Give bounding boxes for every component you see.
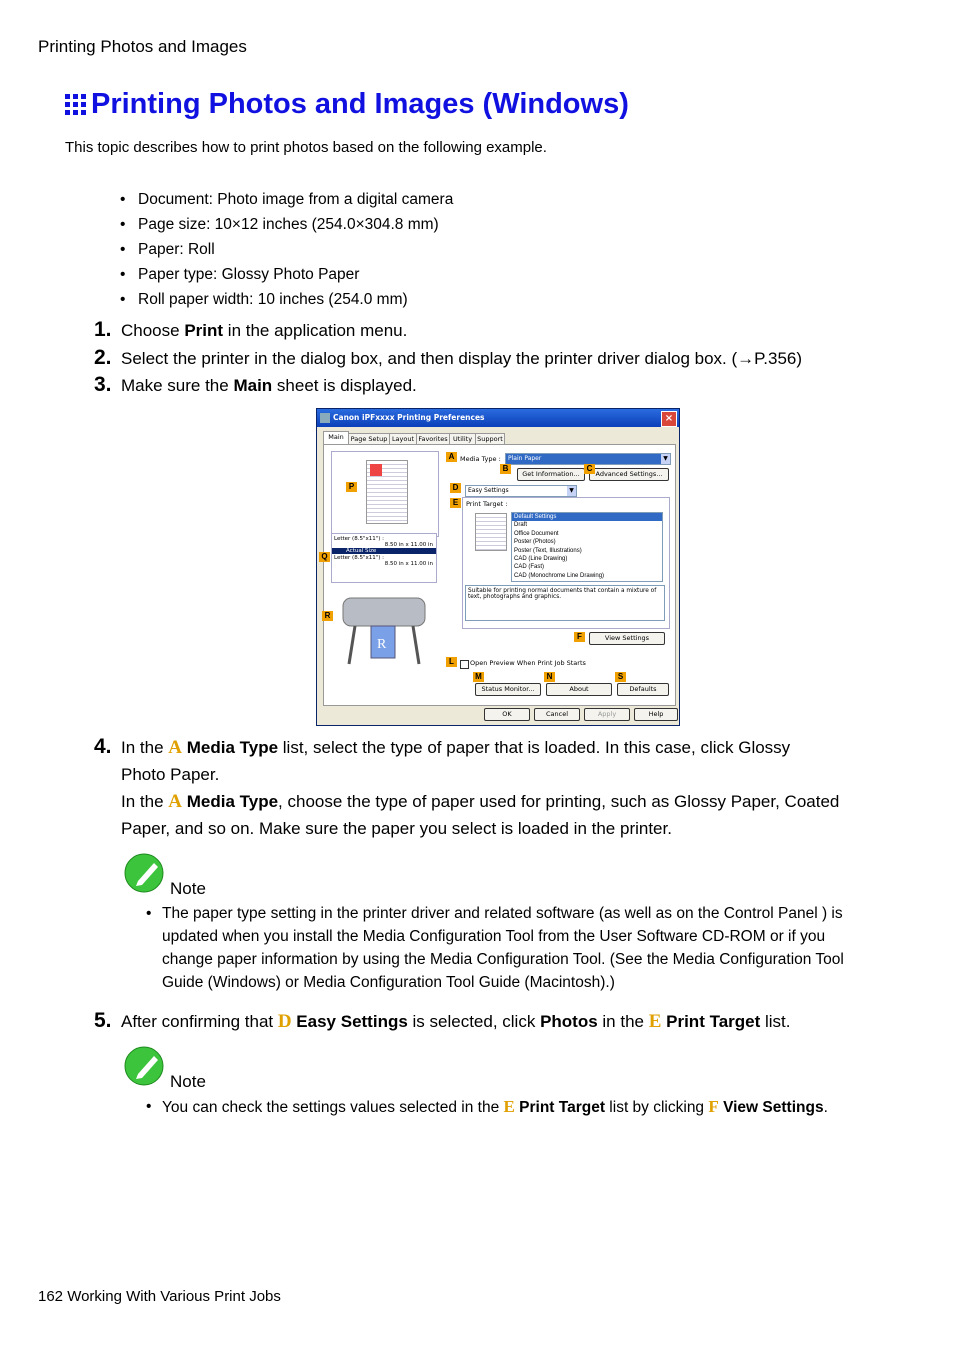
tab-layout[interactable]: Layout — [389, 433, 417, 445]
page-preview — [331, 451, 439, 537]
callout-badge-m: M — [473, 672, 484, 682]
intro-text: This topic describes how to print photos based on the following example. — [65, 139, 547, 156]
list-item[interactable]: CAD (Monochrome Line Drawing) — [514, 572, 605, 579]
callout-badge-p: P — [346, 482, 357, 492]
original-size-label: Letter (8.5"x11") : — [334, 536, 385, 542]
step-number: 5. — [94, 1009, 112, 1032]
close-button[interactable]: × — [661, 411, 677, 427]
note-label: Note — [170, 879, 206, 898]
step-number: 4. — [94, 735, 112, 758]
page-title — [65, 88, 629, 121]
open-preview-label: Open Preview When Print Job Starts — [470, 659, 586, 667]
step-4-text: In the A Media Type list, select the type of paper that is loaded. In this case, click Glossy Photo Paper. In the A Media Type, choose the type of paper used for printing, such as Glossy Paper, Coated Paper, and so on. Make sure the paper you select is loaded in the printer. — [121, 737, 840, 838]
list-item: • Page size: 10×12 inches (254.0×304.8 mm) — [120, 215, 453, 240]
actual-size-label: Actual Size — [332, 548, 436, 554]
help-button[interactable]: Help — [634, 708, 678, 721]
callout-badge-d: D — [450, 483, 461, 493]
output-size-value: 8.50 in x 11.00 in — [384, 561, 433, 567]
list-item: • Paper type: Glossy Photo Paper — [120, 265, 453, 290]
page-title-text: Printing Photos and Images (Windows) — [91, 88, 629, 120]
callout-badge-q: Q — [319, 552, 330, 562]
callout-badge-l: L — [446, 657, 457, 667]
dialog-titlebar — [317, 409, 679, 427]
list-item: • Document: Photo image from a digital camera — [120, 190, 453, 215]
dialog-title: Canon iPFxxxx Printing Preferences — [333, 413, 485, 422]
original-size-value: 8.50 in x 11.00 in — [384, 542, 433, 548]
running-header: Printing Photos and Images — [38, 37, 247, 56]
tab-page-setup[interactable]: Page Setup — [348, 433, 390, 445]
media-type-select[interactable]: Plain Paper ▼ — [505, 453, 671, 465]
example-list — [120, 190, 453, 315]
list-item[interactable]: CAD (Line Drawing) — [514, 555, 568, 562]
status-monitor-button[interactable]: Status Monitor... — [475, 683, 541, 696]
apply-button[interactable]: Apply — [584, 708, 630, 721]
step-3-text: Make sure the Main sheet is displayed. — [121, 376, 417, 395]
list-item[interactable]: Draft — [514, 522, 528, 529]
note-pencil-icon — [124, 1046, 166, 1086]
callout-badge-c: C — [584, 464, 595, 474]
view-settings-button[interactable]: View Settings — [589, 632, 665, 645]
tab-favorites[interactable]: Favorites — [416, 433, 450, 445]
grid-icon — [65, 94, 87, 116]
note-2-body: • You can check the settings values selected in the E Print Target list by clicking F View Settings. — [146, 1097, 828, 1116]
printer-image — [331, 584, 437, 674]
media-type-label: Media Type : — [460, 455, 501, 463]
list-item[interactable]: CAD (Fast) — [514, 564, 544, 571]
print-target-label: Print Target : — [466, 500, 508, 508]
svg-text:R: R — [377, 637, 387, 652]
printer-icon — [320, 413, 330, 423]
tab-utility[interactable]: Utility — [449, 433, 476, 445]
list-item[interactable]: Poster (Text, Illustrations) — [514, 547, 582, 554]
step-5-text: After confirming that D Easy Settings is selected, click Photos in the E Print Target list. — [121, 1011, 791, 1032]
advanced-settings-button[interactable]: Advanced Settings... — [589, 468, 669, 481]
note-pencil-icon — [124, 853, 166, 893]
chevron-down-icon: ▼ — [661, 454, 670, 464]
open-preview-checkbox[interactable] — [460, 660, 469, 669]
note-1-body: • The paper type setting in the printer driver and related software (as well as on the Control Panel ) is updated when you install the Media Configuration Tool from the User Software CD-ROM or if you change paper information by using the Media Configuration Tool. (See the Media Configuration Tool Guide (Windows) or Media Configuration Tool Guide (Macintosh).) — [146, 905, 844, 991]
easy-settings-select[interactable]: Easy Settings ▼ — [465, 485, 577, 497]
callout-badge-f: F — [574, 632, 585, 642]
step-number: 3. — [94, 373, 112, 396]
step-1-text: Choose Print in the application menu. — [121, 321, 408, 340]
tab-support[interactable]: Support — [475, 433, 505, 445]
step-2-text: Select the printer in the dialog box, and then display the printer driver dialog box. (→P.356) — [121, 349, 803, 368]
step-number: 1. — [94, 318, 112, 341]
list-item: • Paper: Roll — [120, 240, 453, 265]
print-target-list[interactable] — [511, 512, 663, 582]
callout-badge-s: S — [615, 672, 626, 682]
ok-button[interactable]: OK — [484, 708, 530, 721]
list-item[interactable]: Office Document — [514, 530, 559, 537]
get-information-button[interactable]: Get Information... — [517, 468, 585, 481]
size-info — [331, 533, 437, 583]
output-size-label: Letter (8.5"x11") : — [334, 555, 385, 561]
note-label: Note — [170, 1072, 206, 1091]
about-button[interactable]: About — [546, 683, 612, 696]
callout-badge-b: B — [500, 464, 511, 474]
list-item[interactable]: Poster (Photos) — [514, 539, 556, 546]
document-thumbnail-icon — [475, 513, 507, 551]
callout-badge-n: N — [544, 672, 555, 682]
list-item: • Roll paper width: 10 inches (254.0 mm) — [120, 290, 453, 315]
chevron-down-icon: ▼ — [567, 486, 576, 496]
step-number: 2. — [94, 346, 112, 369]
defaults-button[interactable]: Defaults — [617, 683, 669, 696]
tab-main[interactable]: Main — [323, 431, 349, 445]
list-item[interactable]: Default Settings — [512, 513, 662, 521]
callout-badge-e: E — [450, 498, 461, 508]
description-box: Suitable for printing normal documents that contain a mixture of text, photographs and graphics. — [465, 585, 665, 621]
page-footer: 162 Working With Various Print Jobs — [38, 1288, 281, 1305]
photo-thumbnail-icon — [370, 464, 382, 476]
callout-badge-a: A — [446, 452, 457, 462]
callout-badge-r: R — [322, 611, 333, 621]
cancel-button[interactable]: Cancel — [534, 708, 580, 721]
